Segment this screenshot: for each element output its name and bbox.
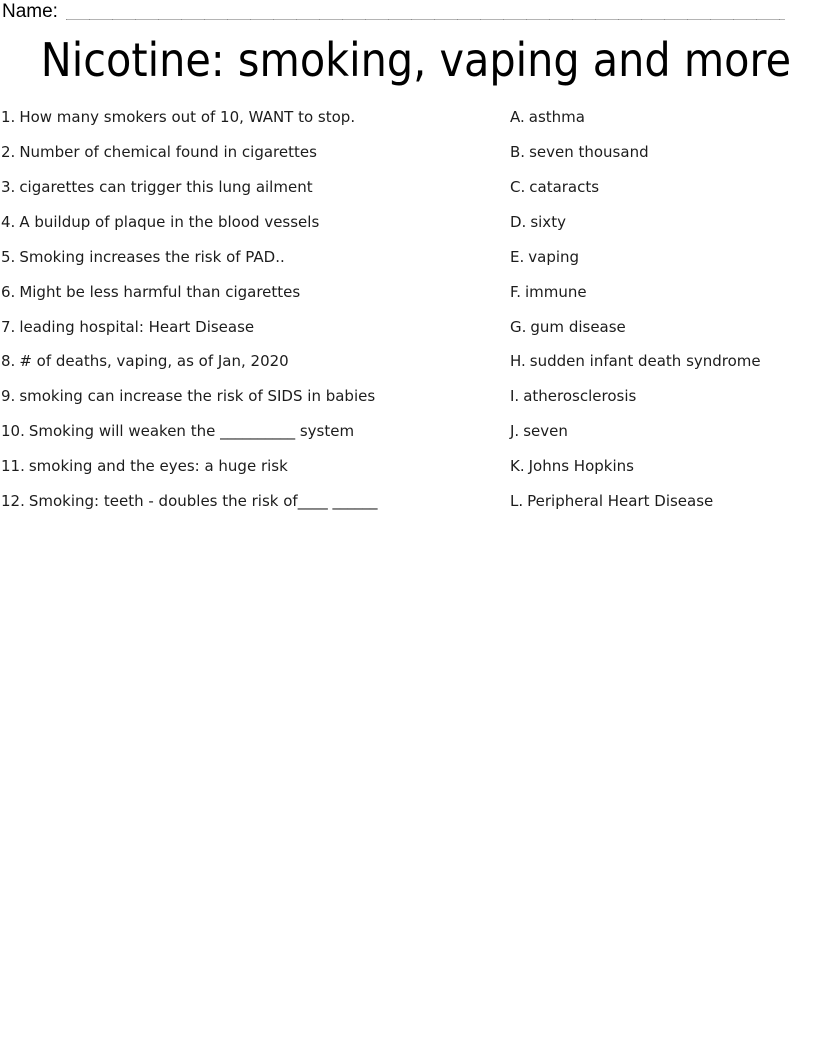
answer-text: cataracts [529, 177, 600, 196]
question-text: Smoking will weaken the __________ system [28, 422, 355, 441]
question-text: Smoking increases the risk of PAD.. [19, 247, 285, 266]
question-number: 10. [1, 422, 25, 441]
answer-item [510, 143, 816, 178]
question-number: 6. [1, 282, 16, 301]
answer-item [510, 457, 816, 492]
answer-text: vaping [528, 247, 580, 266]
answer-text: seven thousand [529, 142, 649, 161]
answer-letter: K. [510, 457, 525, 476]
answer-text: Peripheral Heart Disease [527, 492, 714, 511]
question-text: # of deaths, vaping, as of Jan, 2020 [19, 352, 289, 371]
answer-text: asthma [528, 108, 585, 126]
answer-item [510, 492, 816, 527]
answer-text: Johns Hopkins [528, 457, 634, 476]
name-label: Name: [2, 1, 58, 22]
answer-item [510, 248, 816, 283]
question-number: 7. [1, 317, 16, 336]
question-number: 5. [1, 247, 16, 266]
question-text: cigarettes can trigger this lung ailment [19, 177, 313, 196]
answer-text: sudden infant death syndrome [529, 352, 761, 371]
question-number: 2. [1, 142, 16, 161]
answer-letter: E. [510, 247, 525, 266]
answer-item [510, 318, 816, 353]
answer-text: immune [525, 282, 587, 301]
question-item [1, 422, 510, 457]
answer-text: atherosclerosis [523, 387, 637, 406]
question-text: How many smokers out of 10, WANT to stop. [19, 108, 356, 126]
question-number: 3. [1, 177, 16, 196]
question-item [1, 387, 510, 422]
answer-item [510, 213, 816, 248]
question-number: 1. [1, 108, 16, 126]
question-text: A buildup of plaque in the blood vessels [19, 212, 320, 231]
answer-letter: J. [510, 422, 520, 441]
question-text: Might be less harmful than cigarettes [19, 282, 301, 301]
question-item [1, 283, 510, 318]
question-number: 4. [1, 212, 16, 231]
question-item [1, 248, 510, 283]
question-text: Number of chemical found in cigarettes [19, 142, 317, 161]
name-blank-line [66, 6, 785, 20]
answer-item [510, 178, 816, 213]
question-item [1, 492, 510, 527]
answer-letter: F. [510, 282, 521, 301]
question-number: 9. [1, 387, 16, 406]
answer-text: sixty [530, 212, 566, 231]
question-item [1, 318, 510, 353]
question-item [1, 457, 510, 492]
answer-letter: G. [510, 317, 527, 336]
question-item [1, 143, 510, 178]
answer-letter: C. [510, 177, 526, 196]
matching-list [1, 108, 816, 527]
question-text: smoking can increase the risk of SIDS in babies [19, 387, 376, 406]
answer-item [510, 422, 816, 457]
answer-letter: D. [510, 212, 527, 231]
answer-letter: I. [510, 387, 520, 406]
answer-text: gum disease [530, 317, 626, 336]
answer-item [510, 283, 816, 318]
answer-letter: L. [510, 492, 524, 511]
name-header-row [2, 1, 785, 23]
answer-letter: H. [510, 352, 526, 371]
question-item [1, 178, 510, 213]
answer-item [510, 352, 816, 387]
answer-item [510, 108, 816, 143]
answer-letter: B. [510, 142, 526, 161]
answer-letter: A. [510, 108, 525, 126]
question-item [1, 108, 510, 143]
question-number: 8. [1, 352, 16, 371]
question-text: leading hospital: Heart Disease [19, 317, 255, 336]
worksheet-title: Nicotine: smoking, vaping and more [40, 33, 792, 87]
question-number: 12. [1, 492, 25, 511]
question-item [1, 352, 510, 387]
answer-text: seven [523, 422, 568, 441]
question-number: 11. [1, 457, 25, 476]
question-text: Smoking: teeth - doubles the risk of____ ______ [28, 492, 378, 511]
question-item [1, 213, 510, 248]
question-text: smoking and the eyes: a huge risk [28, 457, 288, 476]
answer-item [510, 387, 816, 422]
